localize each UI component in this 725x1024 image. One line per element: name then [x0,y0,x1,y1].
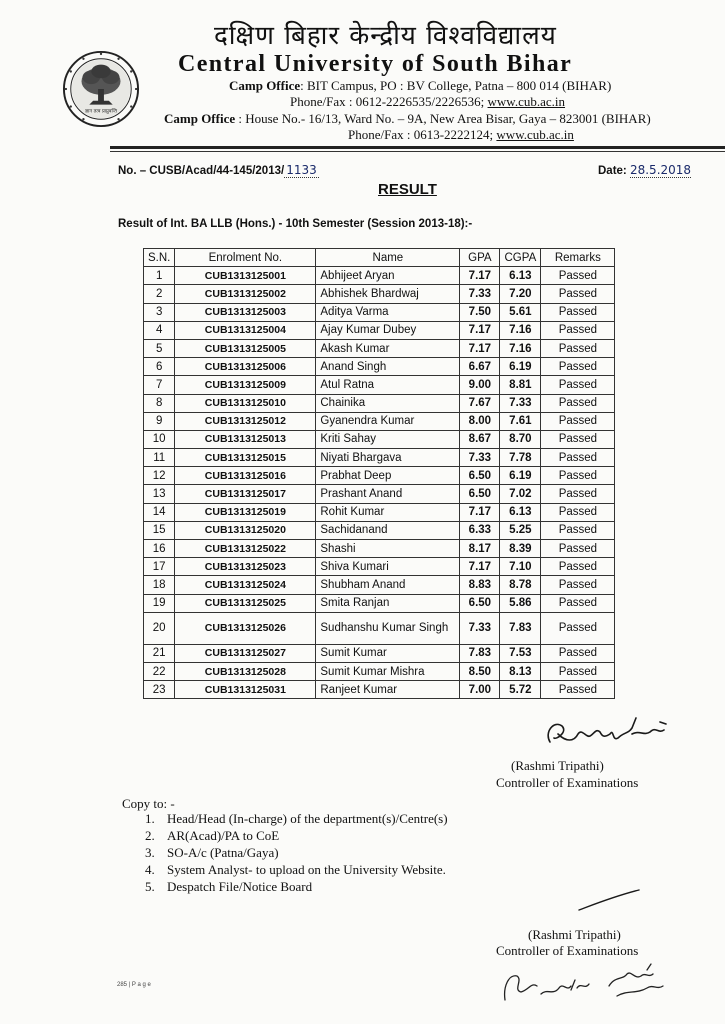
cell-sn: 18 [144,576,175,594]
cell-sn: 5 [144,339,175,357]
reference-prefix: No. – CUSB/Acad/44-145/2013/ [118,165,285,177]
cell-remarks: Passed [541,521,615,539]
list-item [145,811,448,828]
cell-sn: 4 [144,321,175,339]
table-row [144,644,615,662]
cell-name: Shashi [316,540,460,558]
camp-office-2-contact [348,127,574,143]
cell-cgpa: 7.16 [500,339,541,357]
cell-cgpa: 7.61 [500,412,541,430]
cell-cgpa: 8.13 [500,662,541,680]
signatory-1-name: (Rashmi Tripathi) [511,758,604,773]
list-item-number: 4. [145,862,155,877]
cell-sn: 2 [144,285,175,303]
signature-1-mark [540,712,680,756]
cell-name: Abhishek Bhardwaj [316,285,460,303]
university-seal-icon [62,50,140,128]
cell-name: Ranjeet Kumar [316,681,460,699]
camp-office-2-website[interactable]: www.cub.ac.in [496,127,574,142]
cell-sn: 9 [144,412,175,430]
cell-remarks: Passed [541,503,615,521]
list-item-number: 5. [145,879,155,894]
university-name-hindi: दक्षिण बिहार केन्द्रीय विश्वविद्यालय [214,21,557,51]
cell-gpa: 7.17 [460,558,500,576]
cell-name: Abhijeet Aryan [316,267,460,285]
list-item-text: Head/Head (In-charge) of the department(s)/Centre(s) [167,811,448,826]
cell-name: Ajay Kumar Dubey [316,321,460,339]
cell-name: Niyati Bhargava [316,449,460,467]
cell-name: Akash Kumar [316,339,460,357]
cell-cgpa: 6.19 [500,467,541,485]
cell-cgpa: 8.81 [500,376,541,394]
cell-cgpa: 5.25 [500,521,541,539]
camp-office-1-address [229,78,611,94]
col-header-remarks: Remarks [541,249,615,267]
cell-name: Sudhanshu Kumar Singh [316,612,460,644]
cell-remarks: Passed [541,267,615,285]
cell-remarks: Passed [541,681,615,699]
col-header-name: Name [316,249,460,267]
cell-gpa: 6.33 [460,521,500,539]
cell-sn: 13 [144,485,175,503]
cell-name: Prashant Anand [316,485,460,503]
col-header-enrolment: Enrolment No. [175,249,316,267]
reference-handwritten-number: 1133 [286,163,317,177]
header-divider [110,146,725,149]
cell-gpa: 7.50 [460,303,500,321]
result-caption: Result of Int. BA LLB (Hons.) - 10th Semester (Session 2013-18):- [118,218,473,230]
cell-sn: 3 [144,303,175,321]
result-table-body [144,267,615,699]
camp-office-2-phone: Phone/Fax : 0613-2222124; [348,127,497,142]
cell-sn: 8 [144,394,175,412]
cell-sn: 15 [144,521,175,539]
table-row [144,612,615,644]
camp-office-2-text: : House No.- 16/13, Ward No. – 9A, New Area Bisar, Gaya – 823001 (BIHAR) [235,111,651,126]
cell-remarks: Passed [541,644,615,662]
cell-enrolment: CUB1313125031 [175,681,316,699]
cell-name: Smita Ranjan [316,594,460,612]
camp-office-1-phone: Phone/Fax : 0612-2226535/2226536; [290,94,488,109]
cell-gpa: 7.17 [460,267,500,285]
cell-gpa: 8.83 [460,576,500,594]
cell-remarks: Passed [541,467,615,485]
cell-cgpa: 8.39 [500,540,541,558]
cell-enrolment: CUB1313125017 [175,485,316,503]
cell-remarks: Passed [541,576,615,594]
cell-gpa: 6.50 [460,485,500,503]
table-row [144,681,615,699]
logo-motto: ज्ञान तत्व प्राप्नुवन्ति [85,108,117,115]
table-row [144,339,615,357]
result-table [143,248,615,699]
cell-name: Anand Singh [316,358,460,376]
table-row [144,285,615,303]
cell-gpa: 7.00 [460,681,500,699]
camp-office-1-text: : BIT Campus, PO : BV College, Patna – 800 014 (BIHAR) [300,78,612,93]
table-row [144,449,615,467]
cell-name: Prabhat Deep [316,467,460,485]
cell-cgpa: 5.61 [500,303,541,321]
cell-cgpa: 5.86 [500,594,541,612]
cell-enrolment: CUB1313125013 [175,430,316,448]
cell-remarks: Passed [541,394,615,412]
cell-cgpa: 5.72 [500,681,541,699]
cell-enrolment: CUB1313125026 [175,612,316,644]
cell-sn: 22 [144,662,175,680]
table-row [144,576,615,594]
table-row [144,558,615,576]
cell-cgpa: 6.13 [500,503,541,521]
table-row [144,540,615,558]
cell-name: Sachidanand [316,521,460,539]
cell-name: Kriti Sahay [316,430,460,448]
cell-name: Rohit Kumar [316,503,460,521]
cell-enrolment: CUB1313125015 [175,449,316,467]
cell-enrolment: CUB1313125025 [175,594,316,612]
table-header-row [144,249,615,267]
cell-name: Gyanendra Kumar [316,412,460,430]
cell-remarks: Passed [541,594,615,612]
cell-sn: 6 [144,358,175,376]
cell-name: Chainika [316,394,460,412]
cell-name: Shiva Kumari [316,558,460,576]
cell-cgpa: 6.13 [500,267,541,285]
cell-gpa: 6.50 [460,594,500,612]
camp-office-1-label: Camp Office [229,78,301,93]
cell-sn: 10 [144,430,175,448]
date-value: 28.5.2018 [629,163,692,177]
table-row [144,394,615,412]
cell-gpa: 7.83 [460,644,500,662]
signatory-1-designation: Controller of Examinations [496,775,639,790]
cell-remarks: Passed [541,430,615,448]
camp-office-1-website[interactable]: www.cub.ac.in [487,94,566,109]
cell-cgpa: 7.33 [500,394,541,412]
table-row [144,321,615,339]
list-item-number: 1. [145,811,155,826]
camp-office-2-label: Camp Office [164,111,236,126]
cell-cgpa: 8.78 [500,576,541,594]
cell-enrolment: CUB1313125024 [175,576,316,594]
cell-enrolment: CUB1313125023 [175,558,316,576]
cell-gpa: 6.50 [460,467,500,485]
list-item-text: System Analyst- to upload on the University Website. [167,862,446,877]
cell-cgpa: 7.02 [500,485,541,503]
col-header-sn: S.N. [144,249,175,267]
cell-gpa: 7.33 [460,612,500,644]
page-footer: 285 | P a g e [117,982,151,988]
table-row [144,521,615,539]
cell-enrolment: CUB1313125027 [175,644,316,662]
cell-sn: 19 [144,594,175,612]
cell-remarks: Passed [541,303,615,321]
cell-cgpa: 7.16 [500,321,541,339]
cell-enrolment: CUB1313125009 [175,376,316,394]
handwritten-initials-mark [497,960,687,1006]
table-row [144,485,615,503]
list-item-text: SO-A/c (Patna/Gaya) [167,845,279,860]
cell-enrolment: CUB1313125005 [175,339,316,357]
cell-sn: 1 [144,267,175,285]
table-row [144,412,615,430]
list-item [145,862,448,879]
cell-cgpa: 8.70 [500,430,541,448]
table-row [144,430,615,448]
cell-remarks: Passed [541,412,615,430]
document-heading: RESULT [378,181,437,198]
cell-cgpa: 7.83 [500,612,541,644]
cell-sn: 20 [144,612,175,644]
copy-to-label: Copy to: - [122,796,175,811]
cell-gpa: 8.67 [460,430,500,448]
cell-gpa: 7.33 [460,285,500,303]
cell-enrolment: CUB1313125022 [175,540,316,558]
cell-name: Sumit Kumar [316,644,460,662]
cell-remarks: Passed [541,321,615,339]
cell-remarks: Passed [541,485,615,503]
cell-cgpa: 7.10 [500,558,541,576]
cell-remarks: Passed [541,449,615,467]
cell-remarks: Passed [541,612,615,644]
cell-sn: 12 [144,467,175,485]
reference-number [118,163,319,177]
cell-enrolment: CUB1313125010 [175,394,316,412]
signature-2-mark [575,886,645,914]
signatory-2-name: (Rashmi Tripathi) [528,927,621,942]
cell-enrolment: CUB1313125002 [175,285,316,303]
date-label: Date: [598,165,627,177]
cell-enrolment: CUB1313125003 [175,303,316,321]
list-item-text: AR(Acad)/PA to CoE [167,828,280,843]
cell-enrolment: CUB1313125020 [175,521,316,539]
cell-gpa: 8.50 [460,662,500,680]
cell-cgpa: 7.53 [500,644,541,662]
cell-sn: 21 [144,644,175,662]
table-row [144,376,615,394]
cell-remarks: Passed [541,358,615,376]
cell-gpa: 8.17 [460,540,500,558]
cell-gpa: 7.17 [460,503,500,521]
col-header-gpa: GPA [460,249,500,267]
cell-enrolment: CUB1313125028 [175,662,316,680]
cell-enrolment: CUB1313125006 [175,358,316,376]
cell-cgpa: 7.20 [500,285,541,303]
cell-name: Atul Ratna [316,376,460,394]
list-item-number: 3. [145,845,155,860]
cell-gpa: 7.17 [460,339,500,357]
table-row [144,662,615,680]
table-row [144,594,615,612]
cell-gpa: 9.00 [460,376,500,394]
cell-enrolment: CUB1313125019 [175,503,316,521]
cell-remarks: Passed [541,376,615,394]
table-row [144,267,615,285]
copy-to-list [145,811,448,896]
cell-sn: 14 [144,503,175,521]
cell-gpa: 8.00 [460,412,500,430]
cell-name: Shubham Anand [316,576,460,594]
camp-office-2-address [164,111,651,127]
cell-sn: 16 [144,540,175,558]
header-divider-thin [110,151,725,152]
list-item-text: Despatch File/Notice Board [167,879,313,894]
cell-remarks: Passed [541,285,615,303]
camp-office-1-contact [290,94,565,110]
cell-gpa: 7.67 [460,394,500,412]
table-row [144,503,615,521]
table-row [144,303,615,321]
cell-remarks: Passed [541,558,615,576]
list-item-number: 2. [145,828,155,843]
cell-sn: 17 [144,558,175,576]
list-item [145,879,448,896]
reference-date [598,163,691,177]
cell-enrolment: CUB1313125016 [175,467,316,485]
cell-enrolment: CUB1313125012 [175,412,316,430]
cell-remarks: Passed [541,540,615,558]
cell-sn: 11 [144,449,175,467]
col-header-cgpa: CGPA [500,249,541,267]
table-row [144,358,615,376]
signatory-2-designation: Controller of Examinations [496,943,639,958]
cell-cgpa: 7.78 [500,449,541,467]
cell-name: Aditya Varma [316,303,460,321]
university-name-english: Central University of South Bihar [178,51,573,77]
list-item [145,828,448,845]
cell-name: Sumit Kumar Mishra [316,662,460,680]
cell-gpa: 6.67 [460,358,500,376]
cell-sn: 23 [144,681,175,699]
cell-gpa: 7.33 [460,449,500,467]
cell-enrolment: CUB1313125001 [175,267,316,285]
cell-remarks: Passed [541,339,615,357]
cell-cgpa: 6.19 [500,358,541,376]
cell-remarks: Passed [541,662,615,680]
list-item [145,845,448,862]
cell-sn: 7 [144,376,175,394]
cell-enrolment: CUB1313125004 [175,321,316,339]
cell-gpa: 7.17 [460,321,500,339]
table-row [144,467,615,485]
